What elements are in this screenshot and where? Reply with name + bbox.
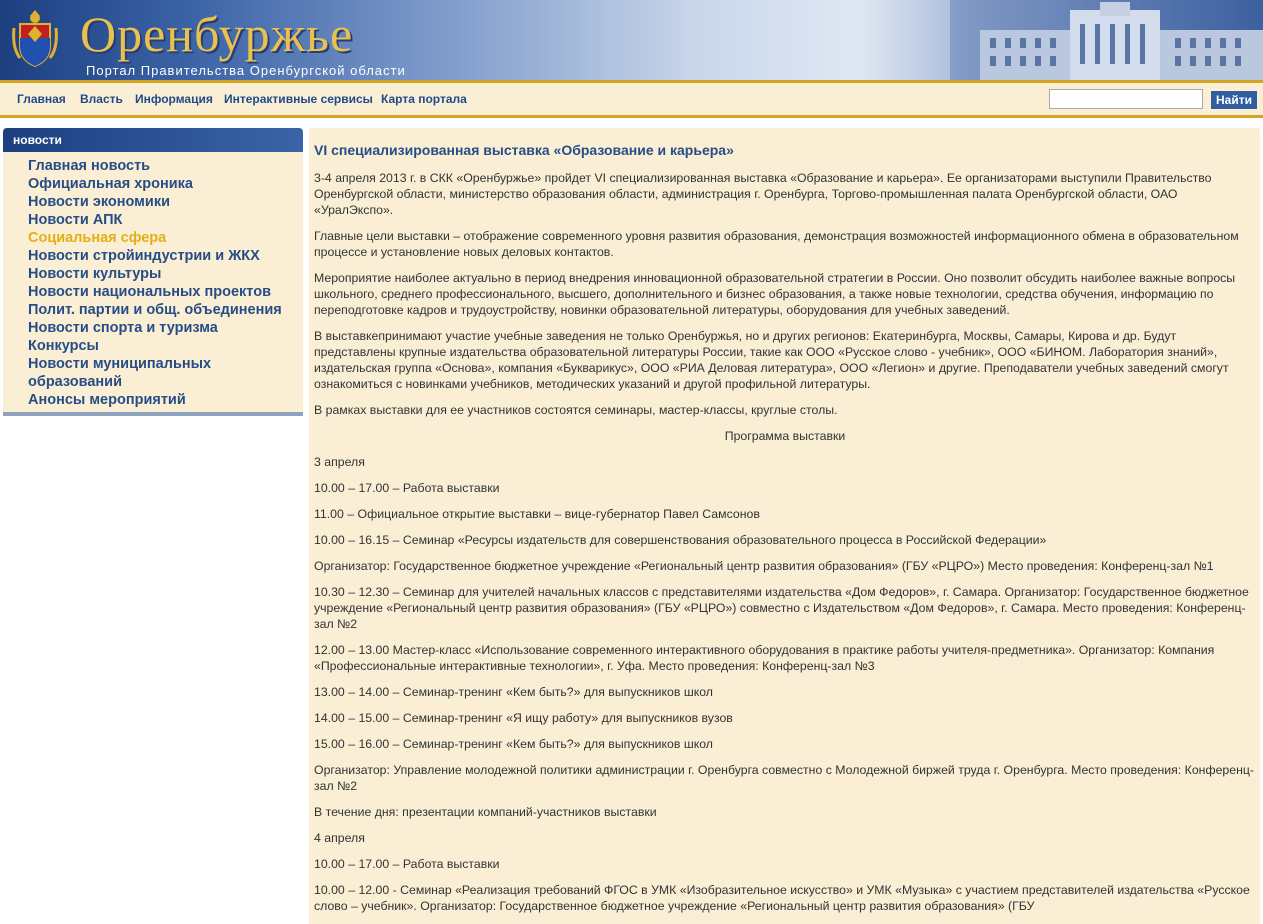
nav-item-interactive-services[interactable]: Интерактивные сервисы (224, 92, 373, 106)
sidebar-item-culture-news[interactable]: Новости культуры (28, 266, 162, 282)
schedule-item: 13.00 – 14.00 – Семинар-тренинг «Кем быть?» для выпускников школ (314, 685, 713, 699)
article-paragraph: В рамках выставки для ее участников состоятся семинары, мастер-классы, круглые столы. (314, 403, 838, 417)
sidebar-menu (28, 157, 303, 409)
article-title: VI специализированная выставка «Образование и карьера» (314, 142, 734, 158)
schedule-item: 10.00 – 17.00 – Работа выставки (314, 857, 500, 871)
schedule-item: 10.00 – 17.00 – Работа выставки (314, 481, 500, 495)
search-input[interactable] (1049, 89, 1203, 109)
article-paragraph: Мероприятие наиболее актуально в период внедрения инновационной образовательной стратегии в России. Оно позволит обсудить наиболее важные вопросы школьного, среднего профессионального, высшего, дополнительного и бизнес образования, а также новые технологии, средства обучения, информацию по переподготовке кадров и трудоустройству, новинки образовательной литературы, оборудования для учебных заведений. (314, 271, 1236, 317)
schedule-item: 11.00 – Официальное открытие выставки – вице-губернатор Павел Самсонов (314, 507, 760, 521)
program-heading: Программа выставки (724, 429, 846, 443)
site-logo-title[interactable]: Оренбуржье (80, 6, 354, 62)
nav-divider (0, 115, 1263, 118)
sidebar-item-official-chronicle[interactable]: Официальная хроника (28, 176, 193, 192)
nav-item-information[interactable]: Информация (135, 92, 213, 106)
sidebar-item-contests[interactable]: Конкурсы (28, 338, 99, 354)
nav-item-site-map[interactable]: Карта портала (381, 92, 467, 106)
sidebar-item-apk-news[interactable]: Новости АПК (28, 212, 123, 228)
schedule-item: 10.30 – 12.30 – Семинар для учителей начальных классов с представителями издательства «Дом Федоров», г. Самара. Организатор: Государственное бюджетное учреждение «Региональный центр развития образования» (ГБУ «РЦРО») совместно с Издательством «Дом Федоров», г. Самара. Место проведения: Конференц-зал №2 (314, 585, 1249, 631)
article-paragraph: В выставкепринимают участие учебные заведения не только Оренбуржья, но и других регионов: Екатеринбурга, Москвы, Самары, Кирова и др. Будут представлены крупные издательства образовательной литературы России, такие как ООО «Русское слово - учебник», ООО «БИНОМ. Лаборатория знаний», издательская группа «Основа», компания «Букварикус», ООО «РИА Деловая литература», ООО «Легион» и другие. Преподаватели учебных заведений смогут ознакомиться с новинками учебников, методических указаний и другой профильной литературы. (314, 329, 1229, 391)
government-building-image (950, 0, 1263, 80)
day-heading: 3 апреля (314, 455, 365, 469)
sidebar-item-event-announcements[interactable]: Анонсы мероприятий (28, 392, 186, 408)
schedule-item: 12.00 – 13.00 Мастер-класс «Использование современного интерактивного оборудования в практике работы учителя-предметника». Организатор: Компания «Профессиональные интерактивные технологии», г. Уфа. Место проведения: Конференц-зал №3 (314, 643, 1215, 673)
sidebar-item-economy-news[interactable]: Новости экономики (28, 194, 170, 210)
sidebar-item-main-news[interactable]: Главная новость (28, 158, 151, 174)
sidebar-item-construction-news[interactable]: Новости стройиндустрии и ЖКХ (28, 248, 260, 264)
day-heading: 4 апреля (314, 831, 365, 845)
schedule-item: 10.00 – 16.15 – Семинар «Ресурсы издательств для совершенствования образовательного процесса в Российской Федерации» (314, 533, 1047, 547)
sidebar-item-social-sphere[interactable]: Социальная сфера (28, 230, 167, 246)
article-container (309, 128, 1260, 924)
sidebar-header (3, 128, 303, 152)
nav-item-authority[interactable]: Власть (80, 92, 123, 106)
sidebar-item-political-parties[interactable]: Полит. партии и общ. объединения (28, 302, 282, 318)
nav-item-home[interactable]: Главная (17, 92, 66, 106)
sidebar-title: новости (13, 133, 62, 147)
schedule-item: Организатор: Управление молодежной политики администрации г. Оренбурга совместно с Молодежной биржей труда г. Оренбурга. Место проведения: Конференц-зал №2 (314, 763, 1255, 793)
schedule-item: В течение дня: презентации компаний-участников выставки (314, 805, 657, 819)
site-logo-subtitle: Портал Правительства Оренбургской области (86, 63, 406, 78)
schedule-item: Организатор: Государственное бюджетное учреждение «Региональный центр развития образования» (ГБУ «РЦРО») Место проведения: Конференц-зал №1 (314, 559, 1214, 573)
sidebar-bottom-border (3, 412, 303, 416)
schedule-item: 15.00 – 16.00 – Семинар-тренинг «Кем быть?» для выпускников школ (314, 737, 713, 751)
search-button[interactable]: Найти (1211, 91, 1257, 109)
sidebar-item-sport-tourism-news[interactable]: Новости спорта и туризма (28, 320, 218, 336)
news-sidebar (3, 128, 303, 416)
article-paragraph: 3-4 апреля 2013 г. в СКК «Оренбуржье» пройдет VI специализированная выставка «Образование и карьера». Ее организаторами выступили Правительство Оренбургской области, министерство образования области, администрация г. Оренбурга, Торгово-промышленная палата Оренбургской области, ОАО «УралЭкспо». (314, 171, 1212, 217)
schedule-item: 14.00 – 15.00 – Семинар-тренинг «Я ищу работу» для выпускников вузов (314, 711, 733, 725)
schedule-item: 10.00 – 12.00 - Семинар «Реализация требований ФГОС в УМК «Изобразительное искусство» и УМК «Музыка» с участием представителей издательства «Русское слово – учебник». Организатор: Государственное бюджетное учреждение «Региональный центр развития образования» (ГБУ (314, 883, 1250, 913)
coat-of-arms-icon (10, 8, 60, 68)
sidebar-item-national-projects-news[interactable]: Новости национальных проектов (28, 284, 271, 300)
site-header (0, 0, 1263, 80)
article-body (314, 142, 1256, 924)
article-paragraph: Главные цели выставки – отображение современного уровня развития образования, демонстрация возможностей информационного обмена в образовательном процессе и установление новых деловых контактов. (314, 229, 1239, 259)
sidebar-item-municipal-news[interactable]: Новости муниципальных образований (28, 356, 212, 390)
